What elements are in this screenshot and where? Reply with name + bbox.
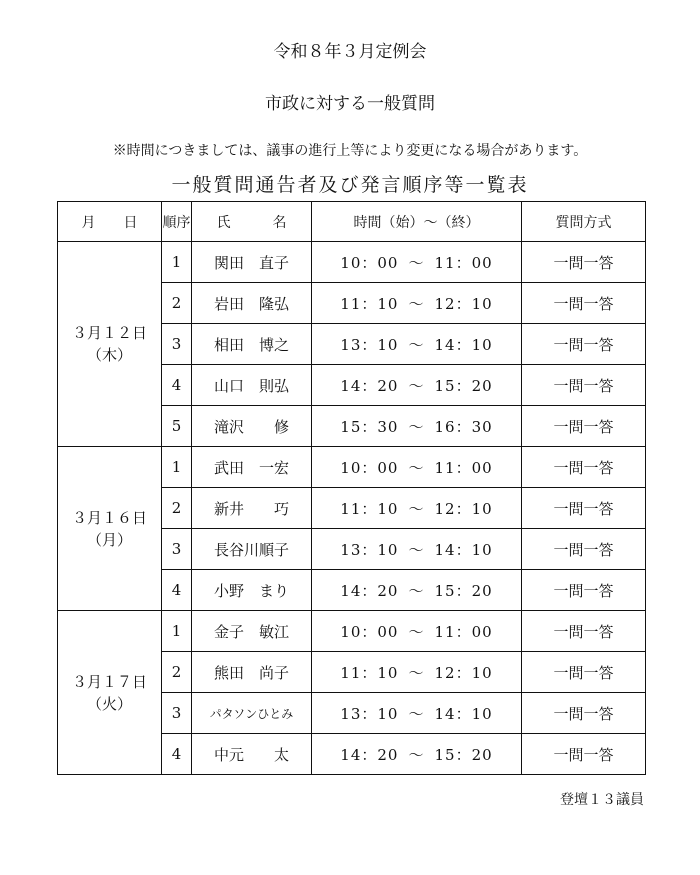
date-cell <box>58 611 162 775</box>
time-cell <box>312 406 522 447</box>
start-time: 10：00 <box>340 253 399 272</box>
name-cell: 関田 直子 <box>192 242 312 283</box>
order-cell: 5 <box>162 406 192 447</box>
table-header-row <box>58 202 646 242</box>
footer-member-count: 登壇１３議員 <box>560 792 644 808</box>
method-cell: 一問一答 <box>522 283 646 324</box>
doc-note: ※時間につきましては、議事の進行上等により変更になる場合があります。 <box>112 143 588 159</box>
time-separator: ～ <box>408 540 425 559</box>
time-cell <box>312 447 522 488</box>
name-cell: 長谷川順子 <box>192 529 312 570</box>
weekday-label: （月） <box>86 530 132 549</box>
name-cell: 金子 敏江 <box>192 611 312 652</box>
time-cell <box>312 570 522 611</box>
order-cell: 1 <box>162 242 192 283</box>
doc-title: 令和８年３月定例会 <box>273 42 427 62</box>
header-method: 質問方式 <box>522 202 646 242</box>
end-time: 16：30 <box>434 417 493 436</box>
start-time: 13：10 <box>340 704 399 723</box>
time-separator: ～ <box>408 253 425 272</box>
method-cell: 一問一答 <box>522 529 646 570</box>
time-cell <box>312 365 522 406</box>
date-cell <box>58 242 162 447</box>
end-time: 12：10 <box>434 499 493 518</box>
time-separator: ～ <box>408 663 425 682</box>
name-cell: 山口 則弘 <box>192 365 312 406</box>
header-time: 時間（始）～（終） <box>312 202 522 242</box>
order-cell: 1 <box>162 447 192 488</box>
order-cell: 2 <box>162 652 192 693</box>
schedule-body <box>58 242 646 775</box>
method-cell: 一問一答 <box>522 447 646 488</box>
end-time: 14：10 <box>434 540 493 559</box>
order-cell: 3 <box>162 324 192 365</box>
method-cell: 一問一答 <box>522 652 646 693</box>
time-separator: ～ <box>408 622 425 641</box>
date-label: ３月１２日 <box>71 324 147 342</box>
method-cell: 一問一答 <box>522 365 646 406</box>
end-time: 12：10 <box>434 663 493 682</box>
time-cell <box>312 242 522 283</box>
header-name: 氏 名 <box>192 202 312 242</box>
time-cell <box>312 693 522 734</box>
order-cell: 3 <box>162 529 192 570</box>
order-cell: 2 <box>162 283 192 324</box>
time-separator: ～ <box>408 745 425 764</box>
weekday-label: （木） <box>86 346 132 364</box>
end-time: 15：20 <box>434 376 493 395</box>
time-cell <box>312 283 522 324</box>
method-cell: 一問一答 <box>522 324 646 365</box>
table-row <box>58 242 646 283</box>
table-row <box>58 447 646 488</box>
start-time: 15：30 <box>340 417 399 436</box>
end-time: 14：10 <box>434 335 493 354</box>
end-time: 11：00 <box>434 458 493 477</box>
start-time: 13：10 <box>340 335 399 354</box>
method-cell: 一問一答 <box>522 242 646 283</box>
time-separator: ～ <box>408 704 425 723</box>
time-separator: ～ <box>408 294 425 313</box>
header-order: 順序 <box>162 202 192 242</box>
time-cell <box>312 652 522 693</box>
name-cell: 小野 まり <box>192 570 312 611</box>
date-cell <box>58 447 162 611</box>
order-cell: 1 <box>162 611 192 652</box>
time-separator: ～ <box>408 376 425 395</box>
end-time: 11：00 <box>434 622 493 641</box>
method-cell: 一問一答 <box>522 611 646 652</box>
header-date: 月 日 <box>58 202 162 242</box>
start-time: 10：00 <box>340 622 399 641</box>
order-cell: 2 <box>162 488 192 529</box>
time-separator: ～ <box>408 458 425 477</box>
method-cell: 一問一答 <box>522 406 646 447</box>
start-time: 11：10 <box>340 499 399 518</box>
weekday-label: （火） <box>86 694 132 713</box>
name-cell: 相田 博之 <box>192 324 312 365</box>
time-cell <box>312 529 522 570</box>
start-time: 11：10 <box>340 663 399 682</box>
end-time: 14：10 <box>434 704 493 723</box>
name-cell: 岩田 隆弘 <box>192 283 312 324</box>
method-cell: 一問一答 <box>522 693 646 734</box>
method-cell: 一問一答 <box>522 488 646 529</box>
time-separator: ～ <box>408 417 425 436</box>
time-separator: ～ <box>408 499 425 518</box>
doc-subtitle: 市政に対する一般質問 <box>265 94 435 114</box>
table-heading: 一般質問通告者及び発言順序等一覧表 <box>171 174 529 196</box>
end-time: 15：20 <box>434 745 493 764</box>
method-cell: 一問一答 <box>522 570 646 611</box>
time-cell <box>312 611 522 652</box>
name-cell: 中元 太 <box>192 734 312 775</box>
table-row <box>58 611 646 652</box>
time-cell <box>312 488 522 529</box>
order-cell: 3 <box>162 693 192 734</box>
end-time: 15：20 <box>434 581 493 600</box>
order-cell: 4 <box>162 365 192 406</box>
schedule-table <box>57 201 646 775</box>
time-separator: ～ <box>408 335 425 354</box>
end-time: 11：00 <box>434 253 493 272</box>
order-cell: 4 <box>162 570 192 611</box>
start-time: 10：00 <box>340 458 399 477</box>
start-time: 11：10 <box>340 294 399 313</box>
name-cell: パタソンひとみ <box>192 693 312 734</box>
name-cell: 熊田 尚子 <box>192 652 312 693</box>
name-cell: 滝沢 修 <box>192 406 312 447</box>
start-time: 14：20 <box>340 376 399 395</box>
method-cell: 一問一答 <box>522 734 646 775</box>
date-label: ３月１６日 <box>71 508 147 527</box>
order-cell: 4 <box>162 734 192 775</box>
start-time: 13：10 <box>340 540 399 559</box>
time-cell <box>312 324 522 365</box>
date-label: ３月１７日 <box>71 672 147 691</box>
start-time: 14：20 <box>340 581 399 600</box>
time-cell <box>312 734 522 775</box>
start-time: 14：20 <box>340 745 399 764</box>
time-separator: ～ <box>408 581 425 600</box>
name-cell: 新井 巧 <box>192 488 312 529</box>
end-time: 12：10 <box>434 294 493 313</box>
name-cell: 武田 一宏 <box>192 447 312 488</box>
